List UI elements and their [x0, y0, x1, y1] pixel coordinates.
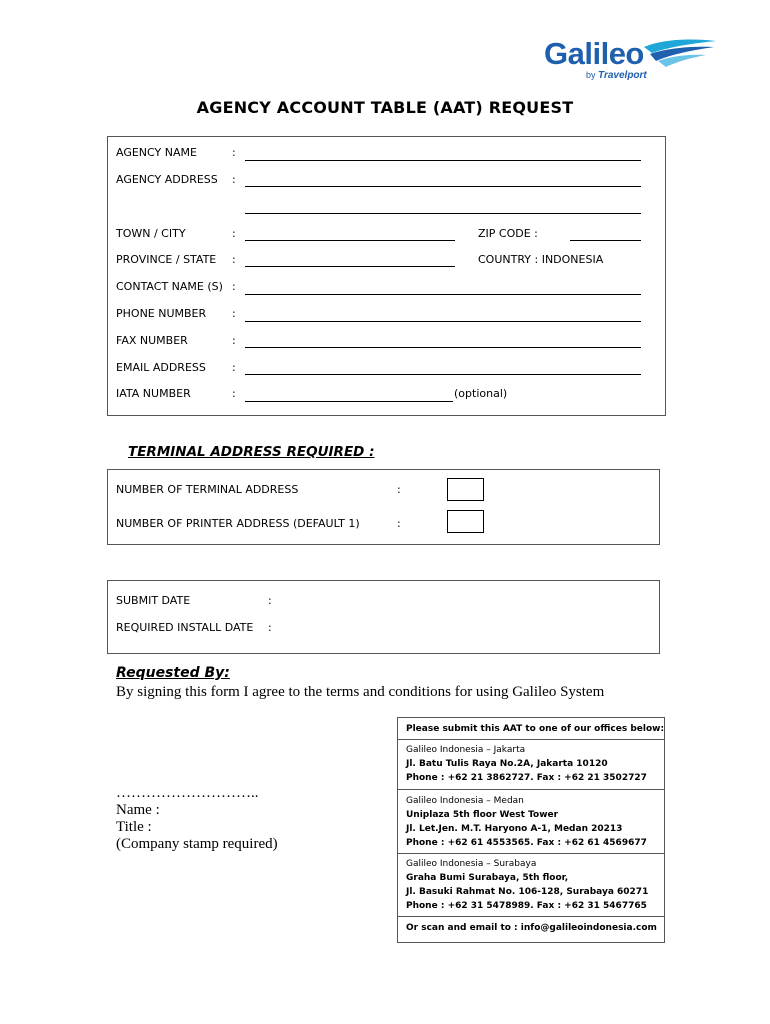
divider — [397, 916, 665, 917]
colon: : — [232, 146, 236, 159]
terminal-section — [107, 469, 660, 545]
zip-code-field[interactable] — [570, 240, 641, 241]
contact-name-label: CONTACT NAME (S) — [116, 280, 223, 293]
signature-line[interactable]: ……………………….. — [116, 785, 259, 801]
agency-address-label: AGENCY ADDRESS — [116, 173, 218, 186]
fax-number-label: FAX NUMBER — [116, 334, 188, 347]
town-city-field[interactable] — [245, 240, 455, 241]
medan-office-address: Jl. Let.Jen. M.T. Haryono A-1, Medan 20213 — [406, 824, 623, 834]
town-city-label: TOWN / CITY — [116, 227, 186, 240]
colon: : — [232, 361, 236, 374]
medan-office-phone: Phone : +62 61 4553565. Fax : +62 61 4569677 — [406, 838, 647, 848]
agency-name-field[interactable] — [245, 160, 641, 161]
galileo-logo — [536, 36, 720, 86]
name-label: Name : — [116, 802, 160, 818]
colon: : — [268, 621, 272, 634]
zip-code-label: ZIP CODE : — [478, 227, 538, 240]
page-title: AGENCY ACCOUNT TABLE (AAT) REQUEST — [196, 98, 574, 117]
agency-address-field-1[interactable] — [245, 186, 641, 187]
jakarta-office-address: Jl. Batu Tulis Raya No.2A, Jakarta 10120 — [406, 759, 608, 769]
country-label: COUNTRY : INDONESIA — [478, 253, 604, 266]
surabaya-office-address: Jl. Basuki Rahmat No. 106-128, Surabaya 60271 — [406, 887, 649, 897]
jakarta-office-name: Galileo Indonesia – Jakarta — [406, 745, 526, 755]
colon: : — [397, 483, 401, 496]
surabaya-office-name: Galileo Indonesia – Surabaya — [406, 859, 537, 869]
colon: : — [232, 307, 236, 320]
title-label: Title : — [116, 819, 152, 835]
province-state-field[interactable] — [245, 266, 455, 267]
num-printer-label: NUMBER OF PRINTER ADDRESS (DEFAULT 1) — [116, 517, 360, 530]
iata-number-field[interactable] — [245, 401, 453, 402]
phone-number-field[interactable] — [245, 321, 641, 322]
divider — [397, 853, 665, 854]
surabaya-office-phone: Phone : +62 31 5478989. Fax : +62 31 5467765 — [406, 901, 647, 911]
requested-by-heading: Requested By: — [116, 665, 230, 681]
terminal-heading: TERMINAL ADDRESS REQUIRED : — [128, 444, 375, 460]
colon: : — [232, 227, 236, 240]
medan-office-name: Galileo Indonesia – Medan — [406, 796, 524, 806]
agreement-text: By signing this form I agree to the terms and conditions for using Galileo System — [116, 684, 605, 700]
contact-name-field[interactable] — [245, 294, 641, 295]
dates-section — [107, 580, 660, 654]
logo-wordmark: Galileo — [544, 36, 644, 71]
medan-office-building: Uniplaza 5th floor West Tower — [406, 810, 559, 820]
divider — [397, 789, 665, 790]
globe-swoosh-icon — [642, 37, 718, 69]
province-state-label: PROVINCE / STATE — [116, 253, 217, 266]
email-address-label: EMAIL ADDRESS — [116, 361, 206, 374]
agency-address-field-2[interactable] — [245, 213, 641, 214]
jakarta-office-phone: Phone : +62 21 3862727. Fax : +62 21 3502727 — [406, 773, 647, 783]
offices-intro: Please submit this AAT to one of our offices below: — [406, 724, 665, 734]
colon: : — [232, 387, 236, 400]
phone-number-label: PHONE NUMBER — [116, 307, 207, 320]
agency-name-label: AGENCY NAME — [116, 146, 197, 159]
colon: : — [232, 280, 236, 293]
logo-byline: by Travelport — [586, 70, 647, 81]
colon: : — [232, 334, 236, 347]
optional-note: (optional) — [454, 387, 508, 400]
iata-number-label: IATA NUMBER — [116, 387, 191, 400]
fax-number-field[interactable] — [245, 347, 641, 348]
colon: : — [397, 517, 401, 530]
colon: : — [268, 594, 272, 607]
submit-date-label: SUBMIT DATE — [116, 594, 191, 607]
colon: : — [232, 173, 236, 186]
colon: : — [232, 253, 236, 266]
email-address-field[interactable] — [245, 374, 641, 375]
install-date-label: REQUIRED INSTALL DATE — [116, 621, 254, 634]
num-terminal-label: NUMBER OF TERMINAL ADDRESS — [116, 483, 299, 496]
stamp-note: (Company stamp required) — [116, 836, 278, 852]
num-terminal-input[interactable] — [447, 478, 484, 501]
scan-email-note: Or scan and email to : info@galileoindonesia.com — [406, 923, 657, 933]
divider — [397, 739, 665, 740]
num-printer-input[interactable] — [447, 510, 484, 533]
surabaya-office-building: Graha Bumi Surabaya, 5th floor, — [406, 873, 569, 883]
